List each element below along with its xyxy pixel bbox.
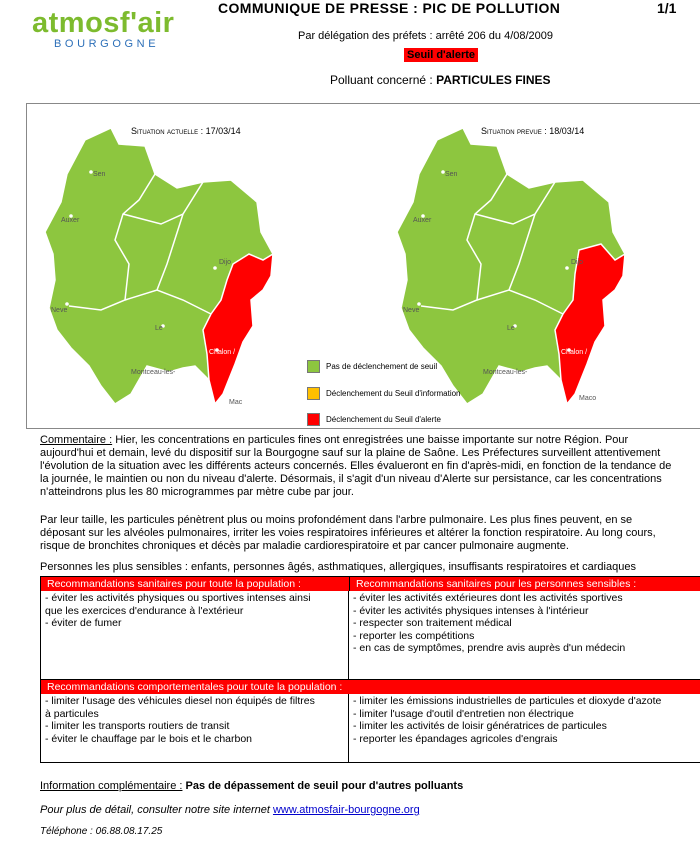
alert-threshold-badge: Seuil d'alerte <box>404 48 478 62</box>
city-label-macon: Maco <box>579 395 597 402</box>
city-label-chalon: Chalon / <box>561 349 588 356</box>
list-item: que les exercices d'endurance à l'extérieur <box>45 604 244 617</box>
commentary-line: l'évolution de la situation avec les différents acteurs concernés. Elles évalueront en fin d'après-midi, en fonction de la tendance de <box>40 460 672 472</box>
legend-item-alert-threshold <box>307 413 441 426</box>
pollutant-value: PARTICULES FINES <box>436 73 551 87</box>
sanitary-header-row <box>41 577 700 591</box>
sanitary-body-row <box>41 591 700 680</box>
website-link[interactable]: www.atmosfair-bourgogne.org <box>272 804 420 816</box>
page-number: 1/1 <box>657 0 677 16</box>
list-item: - limiter l'usage des véhicules diesel non équipés de filtres <box>45 695 315 707</box>
city-label-nevers: Neve <box>51 307 68 314</box>
commentary-line: n'atteindrons plus les 80 microgrammes par mètre cube par jour. <box>40 486 354 498</box>
city-label-le-creusot: Le <box>507 325 515 332</box>
pollutant-label: Polluant concerné : <box>330 73 437 87</box>
list-item: - en cas de symptômes, prendre avis auprès d'un médecin <box>353 642 626 654</box>
commentary-line: la journée, le maintien ou non du niveau d'alerte. Désormais, il s'agit d'un niveau d'Alerte sur persistance, car les concentrations <box>40 473 662 485</box>
legend-swatch-orange <box>307 387 320 400</box>
map-current-caption: Situation actuelle : 17/03/14 <box>131 126 241 136</box>
city-label-sens: Sen <box>445 171 458 178</box>
city-label-auxerre: Auxer <box>413 217 432 224</box>
sensitive-people-text: Personnes les plus sensibles : enfants, personnes âgés, asthmatiques, allergiques, insuffisants respiratoires et cardiaques <box>40 561 636 573</box>
list-item: - limiter les émissions industrielles de particules et dioxyde d'azote <box>353 695 662 707</box>
sanitary-sensitive-list <box>349 591 700 679</box>
delegation-text: Par délégation des préfets : arrêté 206 du 4/08/2009 <box>298 30 554 42</box>
list-item: - éviter le chauffage par le bois et le charbon <box>45 732 253 745</box>
commentary-label: Commentaire : <box>40 434 113 446</box>
behaviour-body-row <box>41 694 700 762</box>
city-label-le-creusot: Le <box>155 325 163 332</box>
pollutant-line <box>330 73 551 87</box>
list-item: - limiter les transports routiers de transit <box>45 720 230 732</box>
website-line <box>40 804 420 816</box>
complementary-info <box>40 780 463 792</box>
logo <box>32 8 174 50</box>
page-title: COMMUNIQUE DE PRESSE : PIC DE POLLUTION <box>218 0 561 16</box>
map-panel <box>26 103 700 429</box>
recommendations-table <box>40 576 700 763</box>
list-item: - reporter les épandages agricoles d'engrais <box>353 732 558 745</box>
map-current <box>45 128 273 406</box>
list-item: - éviter les activités physiques intenses à l'intérieur <box>353 604 589 617</box>
sensitive-people-line <box>40 561 700 574</box>
sanitary-all-list <box>41 591 349 679</box>
behaviour-header: Recommandations comportementales pour toute la population : <box>41 680 700 694</box>
behaviour-left-list <box>41 694 349 762</box>
city-label-macon: Mac <box>229 399 243 406</box>
legend-item-no-threshold <box>307 360 437 373</box>
legend-label: Déclenchement du Seuil d'information <box>326 389 461 398</box>
list-item: à particules <box>45 707 99 720</box>
list-item: - éviter les activités extérieures dont les activités sportives <box>353 592 623 604</box>
logo-text: atmosf'air <box>32 7 175 39</box>
complementary-info-value: Pas de dépassement de seuil pour d'autres polluants <box>182 780 464 792</box>
health-line: déposant sur les alvéoles pulmonaires, irriter les voies respiratoires inférieures et altérer la fonction respiratoire. Au long cours, <box>40 527 656 539</box>
sanitary-sensitive-title: Recommandations sanitaires pour les personnes sensibles : <box>356 578 637 590</box>
sanitary-all-title: Recommandations sanitaires pour toute la population : <box>41 577 350 591</box>
complementary-info-label: Information complémentaire : <box>40 780 183 792</box>
city-label-sens: Sen <box>93 171 106 178</box>
website-prefix: Pour plus de détail, consulter notre site internet <box>40 804 273 816</box>
phone-line: Téléphone : 06.88.08.17.25 <box>40 826 163 837</box>
behaviour-right-list <box>349 694 700 762</box>
list-item: - limiter l'usage d'outil d'entretien non électrique <box>353 707 574 720</box>
city-label-auxerre: Auxer <box>61 217 80 224</box>
map-forecast-caption: Situation prevue : 18/03/14 <box>481 126 585 136</box>
commentary-line: Hier, les concentrations en particules fines ont enregistrées une baisse importante sur notre Région. Pour <box>112 434 629 446</box>
maps-svg <box>27 104 700 430</box>
legend-swatch-green <box>307 360 320 373</box>
health-line: risque de bronchites chroniques et décès par maladie cardiorespiratoire et par cancer pulmonaire augmente. <box>40 540 569 552</box>
list-item: - limiter les activités de loisir génératrices de particules <box>353 720 607 732</box>
legend-label: Déclenchement du Seuil d'alerte <box>326 415 441 424</box>
legend-item-info-threshold <box>307 387 461 400</box>
legend-label: Pas de déclenchement de seuil <box>326 362 438 371</box>
city-label-montceau: Montceau-les- <box>483 369 528 376</box>
health-effects-block <box>40 514 700 553</box>
list-item: - éviter de fumer <box>45 617 122 629</box>
city-label-nevers: Neve <box>403 307 420 314</box>
health-line: Par leur taille, les particules pénètrent plus ou moins profondément dans l'arbre pulmonaire. Les plus fines peuvent, en se <box>40 514 633 526</box>
city-label-dijon: Dijo <box>571 259 584 266</box>
legend-swatch-red <box>307 413 320 426</box>
commentary-block <box>40 434 700 499</box>
list-item: - reporter les compétitions <box>353 629 475 642</box>
list-item: - éviter les activités physiques ou sportives intenses ainsi <box>45 592 311 604</box>
logo-subtitle: BOURGOGNE <box>54 38 160 50</box>
commentary-line: aujourd'hui et demain, levé du dispositif sur la Bourgogne sauf sur la plaine de Saône. Les Préfectures surveillent attentivement <box>40 447 661 459</box>
city-label-dijon: Dijo <box>219 259 232 266</box>
list-item: - respecter son traitement médical <box>353 617 512 629</box>
city-label-montceau: Montceau-les- <box>131 369 176 376</box>
city-label-chalon: Chalon / <box>209 349 236 356</box>
